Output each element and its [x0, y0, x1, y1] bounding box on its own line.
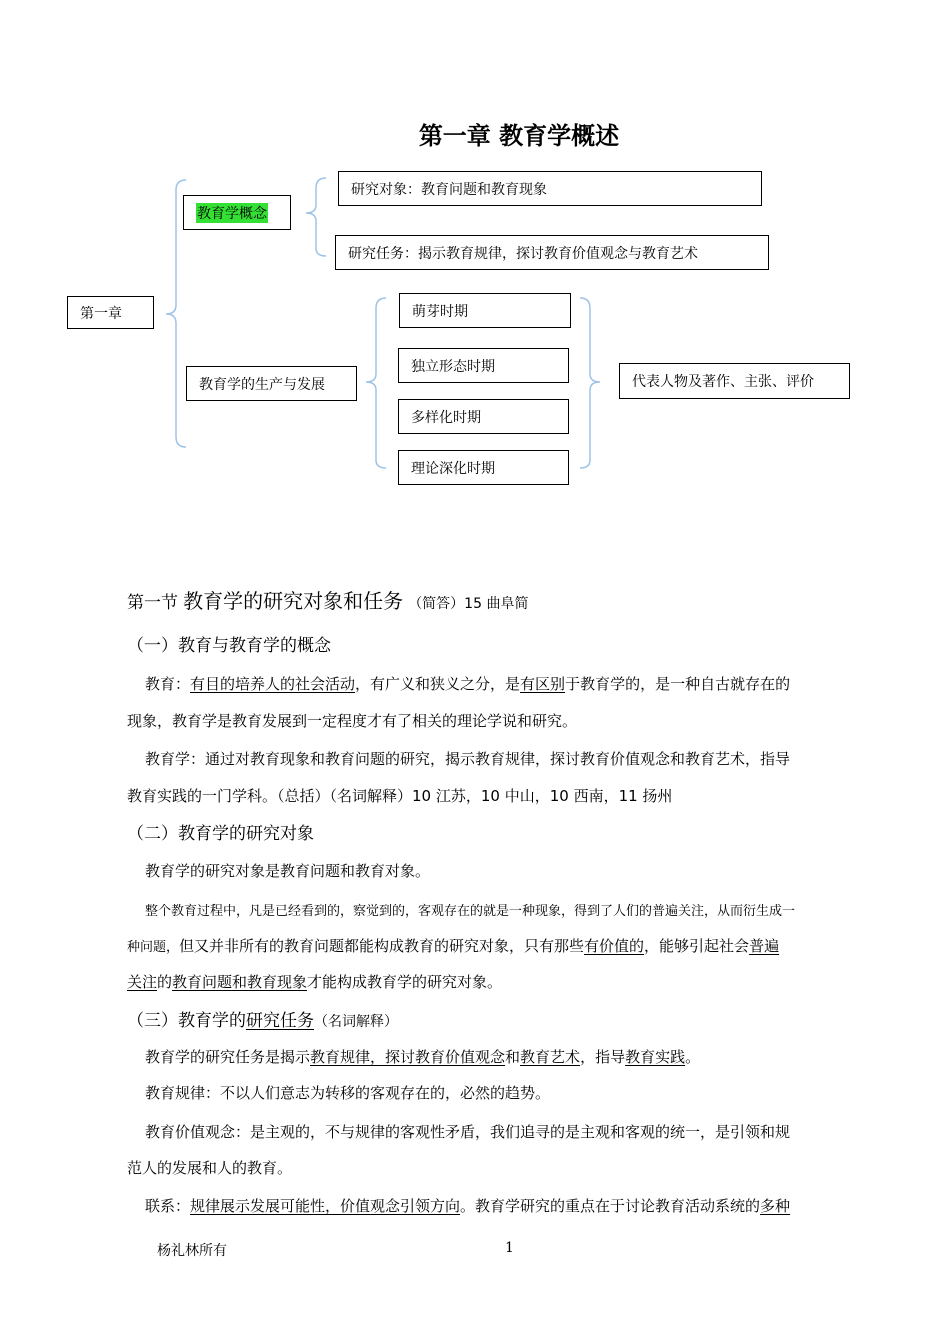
- sub3-heading-note: （名词解释）: [314, 1014, 398, 1030]
- paragraph-link: [145, 1195, 790, 1216]
- task-underline-2: 教育艺术: [520, 1048, 581, 1066]
- task-box: [335, 235, 769, 270]
- period-label-4: 理论深化时期: [411, 460, 495, 477]
- object-text-e: 才能构成教育学的研究对象。: [307, 973, 503, 991]
- object-underline-3: 关注: [127, 973, 158, 991]
- object-box: [338, 171, 762, 206]
- period-box-3: [398, 399, 569, 434]
- object-text-c: ，能够引起社会: [644, 937, 750, 955]
- object-underline-1: 有价值的: [584, 937, 645, 955]
- sub-heading-1: （一）教育与教育学的概念: [127, 636, 331, 656]
- footer-page-number: 1: [505, 1240, 514, 1256]
- task-underline-3: 教育实践: [625, 1048, 686, 1066]
- object-underline-4: 教育问题和教育现象: [172, 973, 308, 991]
- representatives-box: [619, 363, 850, 399]
- paragraph-task: [145, 1046, 700, 1067]
- edu-underline-1: 有目的培养人的社会活动: [190, 675, 356, 693]
- root-box: [67, 296, 154, 329]
- link-underline-1: 规律展示发展可能性，价值观念引领方向: [190, 1197, 461, 1215]
- task-text-a: 教育学的研究任务是揭示: [145, 1048, 311, 1066]
- link-text: 。教育学研究的重点在于讨论教育活动系统的: [460, 1197, 761, 1215]
- paragraph-pedagogy-line2: 教育实践的一门学科。（总括）（名词解释）10 江苏，10 中山，10 西南，11 扬州: [127, 787, 673, 805]
- task-underline-1: 教育规律，探讨教育价值观念: [310, 1048, 506, 1066]
- task-text-b: 和: [505, 1048, 521, 1066]
- paragraph-object-2-line1: 整个教育过程中，凡是已经看到的，察觉到的，客观存在的就是一种现象，得到了人们的普遍关注，从而衍生成一: [145, 904, 796, 919]
- paragraph-law: 教育规律：不以人们意志为转移的客观存在的，必然的趋势。: [145, 1084, 551, 1102]
- period-label-2: 独立形态时期: [411, 358, 495, 375]
- development-label: 教育学的生产与发展: [199, 376, 325, 393]
- section-heading: [127, 585, 528, 614]
- paragraph-object-2-line3: [127, 971, 502, 992]
- sub-heading-2: （二）教育学的研究对象: [127, 824, 314, 844]
- paragraph-education-line1: [145, 673, 790, 694]
- object-text-d: 的: [157, 973, 173, 991]
- edu-text-2: 于教育学的，是一种自古就存在的: [565, 675, 791, 693]
- period-box-4: [398, 450, 569, 485]
- sub3-heading-underline: 研究任务: [246, 1011, 314, 1031]
- period-box-1: [399, 293, 571, 328]
- period-label-1: 萌芽时期: [412, 303, 468, 320]
- link-underline-2: 多种: [760, 1197, 791, 1215]
- edu-underline-2: 有区别: [520, 675, 566, 693]
- section-title: 教育学的研究对象和任务: [183, 589, 404, 613]
- period-box-2: [398, 348, 569, 383]
- sub-heading-3: [127, 1006, 398, 1031]
- task-text-d: 。: [685, 1048, 701, 1066]
- representatives-label: 代表人物及著作、主张、评价: [632, 374, 814, 390]
- paragraph-object-2-line2: [127, 935, 779, 956]
- section-note: （简答）15 曲阜简: [408, 596, 529, 612]
- sub3-heading-a: （三）教育学的: [127, 1011, 246, 1031]
- object-text-b: 但又并非所有的教育问题都能构成教育的研究对象，只有那些: [179, 937, 585, 955]
- page-title: 第一章 教育学概述: [418, 122, 620, 150]
- root-label: 第一章: [80, 305, 122, 322]
- paragraph-object-1: 教育学的研究对象是教育问题和教育对象。: [145, 862, 431, 880]
- edu-text-1: ，有广义和狭义之分，是: [355, 675, 521, 693]
- object-underline-2: 普遍: [749, 937, 780, 955]
- concept-label: 教育学概念: [196, 203, 268, 223]
- section-label: 第一节: [127, 593, 178, 613]
- object-label: 研究对象：教育问题和教育现象: [351, 181, 547, 198]
- paragraph-value-line1: 教育价值观念：是主观的，不与规律的客观性矛盾，我们追寻的是主观和客观的统一，是引领和规: [145, 1123, 791, 1141]
- period-label-3: 多样化时期: [411, 409, 481, 426]
- development-box: [186, 366, 357, 401]
- paragraph-value-line2: 范人的发展和人的教育。: [127, 1159, 293, 1177]
- task-text-c: ，指导: [580, 1048, 626, 1066]
- paragraph-pedagogy-line1: 教育学：通过对教育现象和教育问题的研究，揭示教育规律，探讨教育价值观念和教育艺术，指导: [145, 750, 791, 768]
- object-text-a: 种问题，: [127, 940, 180, 955]
- task-label: 研究任务：揭示教育规律，探讨教育价值观念与教育艺术: [348, 245, 698, 262]
- concept-box: [183, 195, 291, 230]
- link-label: 联系：: [145, 1197, 191, 1215]
- footer-owner: 杨礼林所有: [157, 1243, 227, 1259]
- paragraph-education-line2: 现象，教育学是教育发展到一定程度才有了相关的理论学说和研究。: [127, 712, 578, 730]
- edu-label: 教育：: [145, 675, 191, 693]
